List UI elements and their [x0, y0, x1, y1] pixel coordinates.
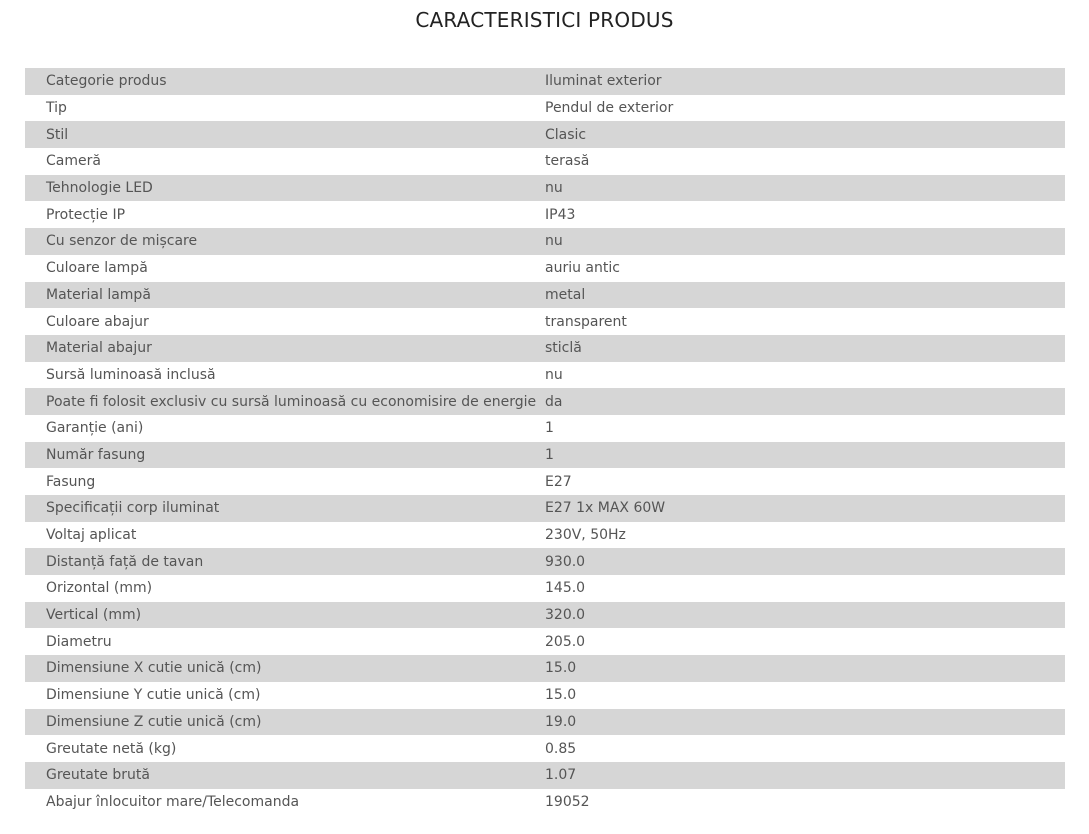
spec-label: Număr fasung	[46, 446, 146, 463]
table-row	[25, 95, 1065, 122]
page-title: CARACTERISTICI PRODUS	[415, 8, 674, 32]
spec-value: sticlă	[545, 340, 582, 357]
spec-value: 0.85	[545, 740, 577, 757]
spec-label: Tehnologie LED	[46, 180, 153, 197]
spec-value: terasă	[545, 153, 590, 170]
spec-value: 230V, 50Hz	[545, 527, 626, 544]
spec-label: Protecție IP	[46, 206, 126, 223]
table-row	[25, 362, 1065, 389]
table-row	[25, 335, 1065, 362]
spec-value: 15.0	[545, 687, 577, 704]
spec-value: nu	[545, 180, 563, 197]
spec-value: Clasic	[545, 126, 587, 143]
table-row	[25, 228, 1065, 255]
table-row	[25, 682, 1065, 709]
spec-label: Dimensiune X cutie unică (cm)	[46, 660, 262, 677]
spec-value: Pendul de exterior	[545, 100, 674, 117]
spec-value: transparent	[545, 313, 627, 330]
spec-label: Dimensiune Z cutie unică (cm)	[46, 713, 262, 730]
spec-label: Fasung	[46, 473, 96, 490]
spec-value: E27	[545, 473, 572, 490]
spec-label: Greutate brută	[46, 767, 150, 784]
spec-label: Poate fi folosit exclusiv cu sursă luminoasă cu economisire de energie	[46, 393, 537, 410]
table-row	[25, 308, 1065, 335]
table-row	[25, 735, 1065, 762]
table-row	[25, 68, 1065, 95]
spec-value: 15.0	[545, 660, 577, 677]
table-row	[25, 789, 1065, 816]
table-row	[25, 282, 1065, 309]
spec-label: Culoare abajur	[46, 313, 149, 330]
table-row	[25, 175, 1065, 202]
table-row	[25, 121, 1065, 148]
spec-value: 1	[545, 446, 554, 463]
spec-label: Orizontal (mm)	[46, 580, 153, 597]
table-row	[25, 709, 1065, 736]
spec-value: 1	[545, 420, 554, 437]
spec-value: metal	[545, 286, 586, 303]
table-row	[25, 602, 1065, 629]
spec-label: Distanță față de tavan	[46, 553, 204, 570]
spec-label: Vertical (mm)	[46, 607, 142, 624]
spec-value: 320.0	[545, 607, 586, 624]
spec-value: nu	[545, 366, 563, 383]
spec-value: 145.0	[545, 580, 586, 597]
spec-label: Sursă luminoasă inclusă	[46, 366, 216, 383]
table-row	[25, 522, 1065, 549]
table-row	[25, 388, 1065, 415]
spec-label: Stil	[46, 126, 69, 143]
table-row	[25, 415, 1065, 442]
spec-label: Greutate netă (kg)	[46, 740, 177, 757]
spec-label: Diametru	[46, 633, 112, 650]
table-row	[25, 255, 1065, 282]
spec-label: Material abajur	[46, 340, 152, 357]
spec-label: Specificații corp iluminat	[46, 500, 220, 517]
spec-value: 1.07	[545, 767, 577, 784]
spec-label: Cu senzor de mișcare	[46, 233, 198, 250]
table-row	[25, 762, 1065, 789]
spec-value: Iluminat exterior	[545, 73, 662, 90]
table-row	[25, 628, 1065, 655]
table-row	[25, 575, 1065, 602]
table-row	[25, 442, 1065, 469]
specs-table	[25, 68, 1065, 815]
spec-value: da	[545, 393, 563, 410]
spec-value: 19052	[545, 793, 590, 810]
spec-label: Material lampă	[46, 286, 151, 303]
spec-value: IP43	[545, 206, 576, 223]
spec-label: Culoare lampă	[46, 260, 148, 277]
spec-value: E27 1x MAX 60W	[545, 500, 666, 517]
spec-label: Dimensiune Y cutie unică (cm)	[46, 687, 261, 704]
spec-value: 930.0	[545, 553, 586, 570]
table-row	[25, 548, 1065, 575]
table-row	[25, 655, 1065, 682]
spec-label: Abajur înlocuitor mare/Telecomanda	[46, 793, 300, 810]
spec-value: 19.0	[545, 713, 577, 730]
spec-label: Cameră	[46, 153, 101, 170]
table-row	[25, 495, 1065, 522]
spec-label: Categorie produs	[46, 73, 167, 90]
table-row	[25, 148, 1065, 175]
table-row	[25, 468, 1065, 495]
spec-value: 205.0	[545, 633, 586, 650]
spec-label: Garanție (ani)	[46, 420, 144, 437]
spec-label: Voltaj aplicat	[46, 527, 137, 544]
table-row	[25, 201, 1065, 228]
spec-value: nu	[545, 233, 563, 250]
spec-label: Tip	[46, 100, 67, 117]
spec-value: auriu antic	[545, 260, 620, 277]
